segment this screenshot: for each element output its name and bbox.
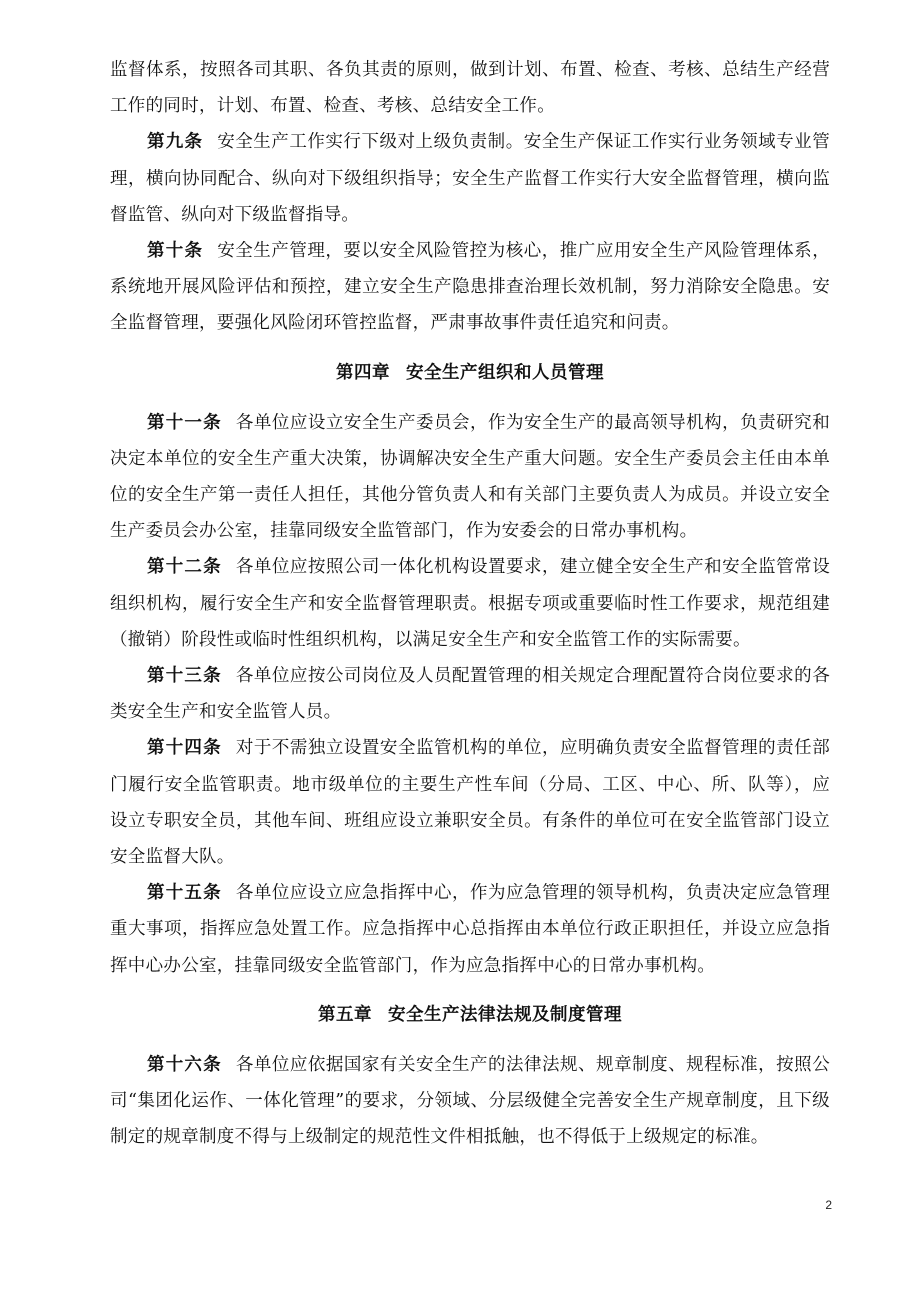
article-text: 各单位应依据国家有关安全生产的法律法规、规章制度、规程标准，按照公司“集团化运作、一体化管理”的要求，分领域、分层级健全完善安全生产规章制度，且下级制定的规章制度不得与上级制定的规范性文件相抵触，也不得低于上级规定的标准。 [110, 1054, 830, 1148]
chapter-title: 安全生产组织和人员管理 [406, 362, 604, 383]
chapter-heading-4 [110, 360, 830, 386]
article-text: 各单位应设立安全生产委员会，作为安全生产的最高领导机构，负责研究和决定本单位的安全生产重大决策，协调解决安全生产重大问题。安全生产委员会主任由本单位的安全生产第一责任人担任，其他分管负责人和有关部门主要负责人为成员。并设立安全生产委员会办公室，挂靠同级安全监管部门，作为安委会的日常办事机构。 [110, 412, 830, 542]
article-9 [110, 124, 830, 233]
document-body [110, 52, 830, 1155]
chapter-title: 安全生产法律法规及制度管理 [388, 1004, 622, 1025]
chapter-number: 第四章 [336, 362, 390, 383]
chapter-number: 第五章 [318, 1004, 372, 1025]
article-11 [110, 405, 830, 550]
article-text: 各单位应按公司岗位及人员配置管理的相关规定合理配置符合岗位要求的各类安全生产和安全监管人员。 [110, 666, 830, 723]
article-10 [110, 233, 830, 342]
article-15 [110, 875, 830, 984]
page-number: 2 [825, 1198, 832, 1212]
article-12 [110, 549, 830, 658]
article-text: 各单位应按照公司一体化机构设置要求，建立健全安全生产和安全监管常设组织机构，履行安全生产和安全监督管理职责。根据专项或重要临时性工作要求，规范组建（撤销）阶段性或临时性组织机构，以满足安全生产和安全监管工作的实际需要。 [110, 557, 830, 650]
article-13 [110, 658, 830, 730]
article-number: 第十二条 [147, 557, 222, 578]
article-number: 第十条 [147, 241, 204, 262]
article-number: 第十三条 [147, 666, 222, 687]
article-16 [110, 1047, 830, 1156]
article-text: 对于不需独立设置安全监管机构的单位，应明确负责安全监督管理的责任部门履行安全监管职责。地市级单位的主要生产性车间（分局、工区、中心、所、队等），应设立专职安全员，其他车间、班组应设立兼职安全员。有条件的单位可在安全监管部门设立安全监督大队。 [110, 738, 830, 868]
chapter-heading-5 [110, 1002, 830, 1028]
article-number: 第十四条 [147, 738, 222, 759]
article-14 [110, 730, 830, 875]
article-number: 第十一条 [147, 412, 222, 433]
paragraph-continuation: 监督体系，按照各司其职、各负其责的原则，做到计划、布置、检查、考核、总结生产经营工作的同时，计划、布置、检查、考核、总结安全工作。 [110, 60, 830, 117]
article-text: 安全生产工作实行下级对上级负责制。安全生产保证工作实行业务领域专业管理，横向协同配合、纵向对下级组织指导；安全生产监督工作实行大安全监督管理，横向监督监管、纵向对下级监督指导。 [110, 132, 831, 225]
article-number: 第十五条 [147, 883, 222, 904]
article-text: 各单位应设立应急指挥中心，作为应急管理的领导机构，负责决定应急管理重大事项，指挥应急处置工作。应急指挥中心总指挥由本单位行政正职担任，并设立应急指挥中心办公室，挂靠同级安全监管部门，作为应急指挥中心的日常办事机构。 [110, 883, 830, 976]
article-text: 安全生产管理，要以安全风险管控为核心，推广应用安全生产风险管理体系，系统地开展风险评估和预控，建立安全生产隐患排查治理长效机制，努力消除安全隐患。安全监督管理，要强化风险闭环管控监督，严肃事故事件责任追究和问责。 [110, 241, 831, 334]
article-number: 第九条 [147, 132, 204, 153]
article-number: 第十六条 [147, 1054, 222, 1075]
